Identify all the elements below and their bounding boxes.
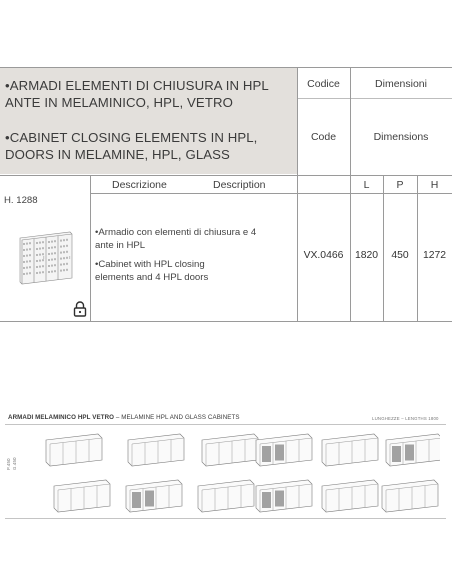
- product-length: 1820: [354, 250, 379, 261]
- descrizione-column-header: Descrizione: [112, 179, 167, 191]
- dimensions-label: Dimensions: [373, 131, 429, 143]
- h-column-header: H: [430, 179, 439, 191]
- table-top-border: [0, 67, 452, 68]
- footer-side-label-2: G.450: [12, 457, 17, 470]
- description-english-line-2: elements and 4 HPL doors: [95, 272, 209, 283]
- description-column-divider: [90, 175, 91, 321]
- footer-bottom-line: [5, 518, 446, 519]
- thumbnail-9: [198, 480, 254, 512]
- footer-lengths-label: LUNGHEZZE – LENGTHS 1800: [372, 416, 439, 421]
- column-header-border: [90, 193, 452, 194]
- thumbnail-1: [46, 434, 102, 466]
- footer-top-line: [5, 424, 446, 425]
- header-bottom-border: [0, 175, 452, 176]
- thumbnail-7: [54, 480, 110, 512]
- table-bottom-border: [0, 321, 452, 322]
- dimensioni-label: Dimensioni: [375, 78, 427, 90]
- product-code: VX.0466: [303, 250, 344, 261]
- title-english-line-2: DOORS IN MELAMINE, HPL, GLASS: [5, 147, 230, 162]
- thumbnail-11: [322, 480, 378, 512]
- title-italian-line-1: •ARMADI ELEMENTI DI CHIUSURA IN HPL: [5, 78, 269, 93]
- thumbnail-10: [256, 480, 312, 512]
- p-column-header: P: [396, 179, 404, 191]
- description-column-header: Description: [213, 179, 266, 191]
- thumbnail-2: [128, 434, 184, 466]
- code-label: Code: [310, 131, 337, 143]
- description-english-line-1: •Cabinet with HPL closing: [95, 259, 205, 270]
- cabinet-illustration: [14, 226, 76, 288]
- product-depth: 450: [391, 250, 409, 261]
- footer-side-label-1: P.450: [6, 458, 11, 470]
- footer-range-title: ARMADI MELAMINICO HPL VETRO – MELAMINE HPL AND GLASS CABINETS: [8, 414, 240, 421]
- description-italian-line-2: ante in HPL: [95, 240, 146, 251]
- p-column-divider: [417, 175, 418, 321]
- title-english-line-1: •CABINET CLOSING ELEMENTS IN HPL,: [5, 130, 258, 145]
- thumbnail-3: [202, 434, 258, 466]
- thumbnail-8: [126, 480, 182, 512]
- thumbnail-6: [386, 434, 440, 466]
- dimensions-column-divider: [350, 67, 351, 321]
- code-column-divider: [297, 67, 298, 321]
- header-divider: [297, 98, 452, 99]
- l-column-header: L: [363, 179, 370, 191]
- thumbnail-4: [256, 434, 312, 466]
- thumbnail-12: [382, 480, 438, 512]
- l-column-divider: [383, 175, 384, 321]
- cabinet-thumbnails: [20, 430, 440, 516]
- thumbnail-5: [322, 434, 378, 466]
- title-italian-line-2: ANTE IN MELAMINICO, HPL, VETRO: [5, 95, 233, 110]
- codice-label: Codice: [307, 78, 340, 90]
- product-height: 1272: [422, 250, 447, 261]
- description-italian-line-1: •Armadio con elementi di chiusura e 4: [95, 227, 257, 238]
- padlock-icon: [73, 301, 87, 317]
- product-height-label: H. 1288: [4, 195, 38, 206]
